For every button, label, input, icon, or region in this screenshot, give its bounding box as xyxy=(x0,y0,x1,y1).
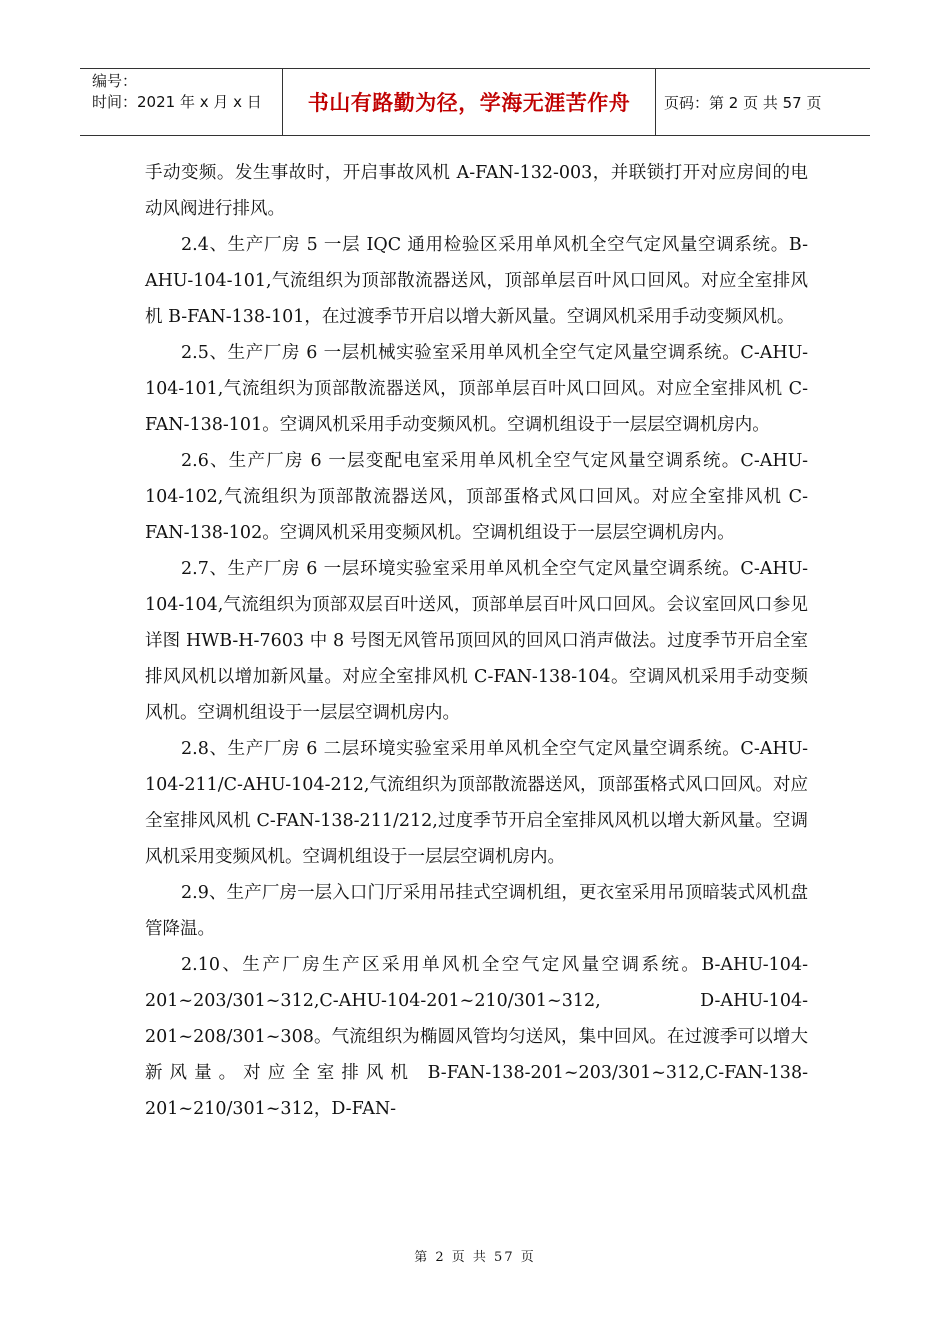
paragraph-2-5: 2.5、生产厂房 6 一层机械实验室采用单风机全空气定风量空调系统。C-AHU-104-101,气流组织为顶部散流器送风，顶部单层百叶风口回风。对应全室排风机 C-FAN-138-101。空调风机采用手动变频风机。空调机组设于一层层空调机房内。 xyxy=(145,343,808,435)
page-header xyxy=(80,68,870,136)
header-motto: 书山有路勤为径，学海无涯苦作舟 xyxy=(282,69,656,135)
header-meta xyxy=(80,69,282,135)
number-label: 编号： xyxy=(92,72,138,90)
paragraph-2-8: 2.8、生产厂房 6 二层环境实验室采用单风机全空气定风量空调系统。C-AHU-104-211/C-AHU-104-212,气流组织为顶部散流器送风，顶部蛋格式风口回风。对应全室排风风机 C-FAN-138-211/212,过度季节开启全室排风风机以增大新风量。空调风机采用变频风机。空调机组设于一层层空调机房内。 xyxy=(145,739,808,867)
paragraph-continued: 手动变频。发生事故时，开启事故风机 A-FAN-132-003，并联锁打开对应房间的电动风阀进行排风。 xyxy=(145,163,808,219)
document-body xyxy=(145,155,808,1127)
header-page-info: 页码：第 2 页 共 57 页 xyxy=(664,93,822,112)
paragraph-2-4: 2.4、生产厂房 5 一层 IQC 通用检验区采用单风机全空气定风量空调系统。B-AHU-104-101,气流组织为顶部散流器送风，顶部单层百叶风口回风。对应全室排风机 B-FAN-138-101，在过渡季节开启以增大新风量。空调风机采用手动变频风机。 xyxy=(145,235,808,327)
paragraph-2-7: 2.7、生产厂房 6 一层环境实验室采用单风机全空气定风量空调系统。C-AHU-104-104,气流组织为顶部双层百叶送风，顶部单层百叶风口回风。会议室回风口参见详图 HWB-H-7603 中 8 号图无风管吊顶回风的回风口消声做法。过度季节开启全室排风风机以增加新风量。对应全室排风机 C-FAN-138-104。空调风机采用手动变频风机。空调机组设于一层层空调机房内。 xyxy=(145,559,808,723)
paragraph-2-10: 2.10、生产厂房生产区采用单风机全空气定风量空调系统。B-AHU-104-201~203/301~312,C-AHU-104-201~210/301~312, D-AHU-104-201~208/301~308。气流组织为椭圆风管均匀送风，集中回风。在过渡季可以增大新风量。对应全室排风机 B-FAN-138-201~203/301~312,C-FAN-138-201~210/301~312，D-FAN- xyxy=(145,955,808,1119)
page-footer: 第 2 页 共 57 页 xyxy=(414,1250,536,1265)
paragraph-2-6: 2.6、生产厂房 6 一层变配电室采用单风机全空气定风量空调系统。C-AHU-104-102,气流组织为顶部散流器送风，顶部蛋格式风口回风。对应全室排风机 C-FAN-138-102。空调风机采用变频风机。空调机组设于一层层空调机房内。 xyxy=(145,451,808,543)
date-label: 时间：2021 年 x 月 x 日 xyxy=(92,93,262,111)
paragraph-2-9: 2.9、生产厂房一层入口门厅采用吊挂式空调机组，更衣室采用吊顶暗装式风机盘管降温。 xyxy=(145,883,808,939)
